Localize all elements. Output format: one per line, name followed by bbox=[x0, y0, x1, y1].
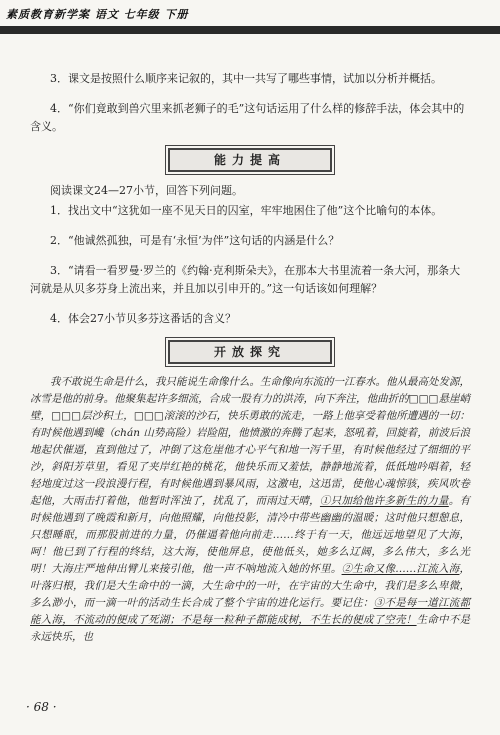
section-title-ability: 能力提高 bbox=[168, 148, 332, 172]
section-b-intro: 阅读课文24—27小节，回答下列问题。 bbox=[50, 184, 243, 197]
question-a4: 4．“你们竟敢到兽穴里来抓老狮子的毛”这句话运用了什么样的修辞手法，体会其中的含义。 bbox=[30, 102, 465, 133]
question-b1: 1．找出文中“这犹如一座不见天日的囚室，牢牢地困住了他”这个比喻句的本体。 bbox=[50, 204, 443, 217]
reading-passage bbox=[30, 374, 470, 646]
book-title: 素质教育新学案 语文 七年级 下册 bbox=[6, 8, 189, 21]
section-title-open: 开放探究 bbox=[168, 340, 332, 364]
passage-text-2: 。有时候他遇到了晚霞和新月，向他照耀，向他投影，清冷中带些幽幽的温暖；这时他只想憩息，只想睡眠，而那股前进的力量，仍催逼着他向前走……终于有一天，他远远地望见了大海，呵！他已到了行程的终结，这大海，使他屏息，使他低头，她多么辽阔，多么伟大，多么光明！大海庄严地伸出臂儿来接引他，他一声不响地流入她的怀里。 bbox=[30, 495, 471, 575]
underlined-sentence-2: ②生命又像……江流入海 bbox=[341, 563, 460, 575]
question-a3: 3．课文是按照什么顺序来记叙的，其中一共写了哪些事情，试加以分析并概括。 bbox=[50, 72, 442, 85]
question-b3: 3．“请看一看罗曼·罗兰的《约翰·克利斯朵夫》，在那本大书里流着一条大河，那条大河就是从贝多芬身上流出来，并且加以引申开的。”这一句话该如何理解？ bbox=[30, 264, 461, 295]
passage-text-3: ，叶落归根，我们是大生命中的一滴，大生命中的一叶，在宇宙的大生命中，我们是多么卑微，多么渺小，而一滴一叶的活动生长合成了整个宇宙的进化运行。要记住： bbox=[30, 563, 470, 609]
question-b4: 4．体会27小节贝多芬这番话的含义？ bbox=[50, 312, 236, 325]
page-content bbox=[30, 70, 470, 646]
header-band bbox=[0, 26, 500, 34]
passage-text-4: 生命中不是永远快乐，也 bbox=[30, 614, 471, 643]
page-header bbox=[0, 0, 500, 40]
underlined-sentence-3: ③不是每一道江流都能入海，不流动的便成了死湖；不是每一粒种子都能成树，不生长的便成了空壳！ bbox=[30, 597, 471, 626]
question-b2: 2．“他诚然孤独，可是有‘永恒’为伴”这句话的内涵是什么？ bbox=[50, 234, 340, 247]
underlined-sentence-1: ①只加给他许多新生的力量 bbox=[319, 495, 449, 507]
page-number: · 68 · bbox=[26, 700, 57, 714]
passage-text-1: 我不敢说生命是什么，我只能说生命像什么。生命像向东流的一江春水。他从最高处发源，冰雪是他的前身。他聚集起许多细流，合成一股有力的洪涛，向下奔注，他曲折的□□□悬崖峭壁，□□□层沙积土，□□□滚滚的沙石，快乐勇敢的流走，一路上他享受着他所遭遇的一切：有时候他遇到巉（chán 山势高险）岩险阻，他愤激的奔腾了起来，怒吼着，回旋着，前波后浪地起伏催逼，直到他过了，冲倒了这危崖他才心平气和地一泻千里，有时候他经过了细细的平沙，斜阳芳草里，看见了夹岸红艳的桃花，他快乐而又羞怯，静静地流着，低低地吟唱着，轻轻地度过这一段浪漫行程，有时候他遇到暴风雨，这激电，这迅雷，使他心魂惊骇，疾风吹卷起他，大雨击打着他，他暂时浑浊了，扰乱了，而雨过天晴， bbox=[30, 376, 470, 507]
